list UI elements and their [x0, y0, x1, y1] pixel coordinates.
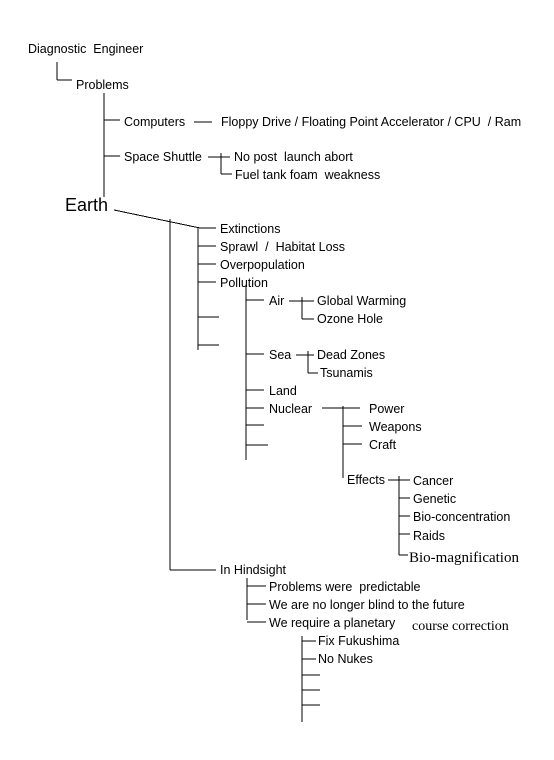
earth-item: Sprawl / Habitat Loss — [220, 240, 346, 254]
sea-item: Dead Zones — [317, 348, 386, 362]
space-shuttle-node: Space Shuttle — [124, 150, 202, 164]
effects-item: Bio-concentration — [413, 510, 511, 524]
shuttle-item: Fuel tank foam weakness — [235, 168, 381, 182]
nuclear-item: Craft — [369, 438, 397, 452]
hindsight-item: Problems were predictable — [269, 580, 421, 594]
pollution-item: Air — [269, 294, 285, 308]
pollution-item: Sea — [269, 348, 292, 362]
problems-node: Problems — [76, 78, 129, 92]
effects-item: Bio-magnification — [409, 550, 519, 566]
pollution-item: Land — [269, 384, 297, 398]
sea-item: Tsunamis — [320, 366, 373, 380]
computer-parts-node: Floppy Drive / Floating Point Accelerator / CPU / Ram — [221, 115, 522, 129]
earth-item: Extinctions — [220, 222, 281, 236]
shuttle-item: No post launch abort — [234, 150, 353, 164]
pollution-item: Nuclear — [269, 402, 313, 416]
earth-item: Overpopulation — [220, 258, 305, 272]
effects-node: Effects — [347, 473, 385, 487]
air-item: Ozone Hole — [317, 312, 384, 326]
nuclear-item: Weapons — [369, 420, 422, 434]
hindsight-item: We are no longer blind to the future — [269, 598, 465, 612]
effects-item: Cancer — [413, 474, 454, 488]
earth-node: Earth — [65, 195, 109, 215]
correction-item: Fix Fukushima — [318, 634, 400, 648]
effects-item: Raids — [413, 529, 445, 543]
earth-item: Pollution — [220, 276, 268, 290]
effects-item: Genetic — [413, 492, 457, 506]
nuclear-item: Power — [369, 402, 405, 416]
computers-node: Computers — [124, 115, 186, 129]
root-node: Diagnostic Engineer — [28, 42, 144, 56]
node-labels — [28, 42, 521, 666]
correction-item: No Nukes — [318, 652, 373, 666]
hindsight-item: We require a planetary — [269, 616, 396, 630]
hindsight-node: In Hindsight — [220, 563, 287, 577]
hindsight-item: course correction — [412, 619, 509, 634]
air-item: Global Warming — [317, 294, 407, 308]
